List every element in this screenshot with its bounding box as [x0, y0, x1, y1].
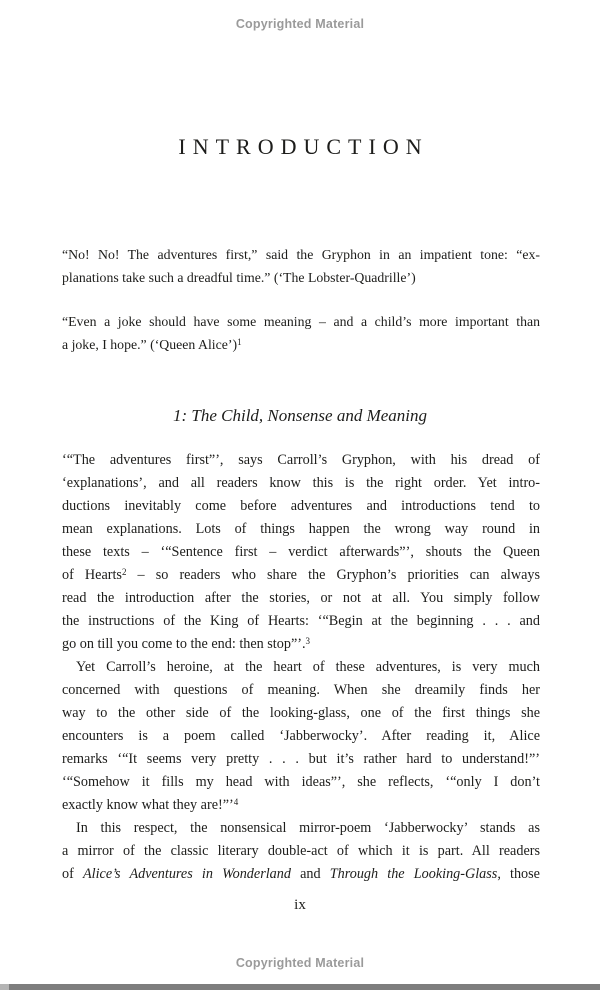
text-line: “Even a joke should have some meaning – and a child’s more important than [62, 314, 540, 329]
text-line: Yet Carroll’s heroine, at the heart of these adventures, is very much [76, 659, 540, 675]
page-number: ix [294, 897, 306, 913]
section-heading: 1: The Child, Nonsense and Meaning [172, 406, 428, 425]
body-text [62, 449, 540, 886]
text-line: mean explanations. Lots of things happen the wrong way round in [62, 521, 540, 537]
copyright-notice-bottom: Copyrighted Material [235, 956, 365, 970]
text-line: go on till you come to the end: then stop”’.$^3$ [62, 635, 311, 652]
paragraph [62, 656, 540, 817]
text-line: In this respect, the nonsensical mirror-poem ‘Jabberwocky’ stands as [76, 820, 540, 836]
paragraph [62, 817, 540, 886]
text-line: concerned with questions of meaning. When she dreamily finds her [62, 682, 540, 698]
text-line: a joke, I hope.” (‘Queen Alice’)$^1$ [62, 336, 242, 352]
epigraph-section [62, 243, 540, 356]
text-line: ‘“The adventures first”’, says Carroll’s Gryphon, with his dread of [62, 452, 540, 468]
page-title: INTRODUCTION [178, 134, 429, 159]
text-line: planations take such a dreadful time.” (‘The Lobster-Quadrille’) [62, 270, 416, 285]
text-line: encounters is a poem called ‘Jabberwocky’. After reading it, Alice [62, 728, 540, 744]
text-line: these texts – ‘“Sentence first – verdict afterwards”’, shouts the Queen [62, 544, 540, 560]
text-line: way to the other side of the looking-glass, one of the first things she [62, 705, 540, 721]
text-line: read the introduction after the stories, or not at all. You simply follow [62, 590, 540, 606]
bottom-scan-bar [0, 984, 600, 990]
text-line: of Hearts$^2$ – so readers who share the Gryphon’s priorities can always [62, 566, 540, 583]
bottom-scan-bar-notch [0, 984, 9, 990]
text-line: ‘explanations’, and all readers know this is the right order. Yet intro- [62, 475, 540, 491]
text-line: exactly know what they are!”’$^4$ [62, 796, 239, 813]
epigraph [62, 310, 540, 356]
text-line: ‘“Somehow it fills my head with ideas”’, she reflects, ‘“only I don’t [62, 774, 540, 790]
text-line: remarks ‘“It seems very pretty . . . but it’s rather hard to understand!”’ [62, 751, 540, 767]
paragraph [62, 449, 540, 656]
text-line: of Alice’s Adventures in Wonderland and Through the Looking-Glass, those [62, 866, 540, 882]
text-line: “No! No! The adventures first,” said the Gryphon in an impatient tone: “ex- [62, 247, 540, 262]
text-line: ductions inevitably come before adventures and introductions tend to [62, 498, 540, 514]
text-line: the instructions of the King of Hearts: ‘“Begin at the beginning . . . and [62, 613, 540, 629]
epigraph [62, 243, 540, 289]
copyright-notice-top: Copyrighted Material [235, 17, 365, 31]
text-line: a mirror of the classic literary double-act of which it is part. All readers [62, 843, 540, 859]
